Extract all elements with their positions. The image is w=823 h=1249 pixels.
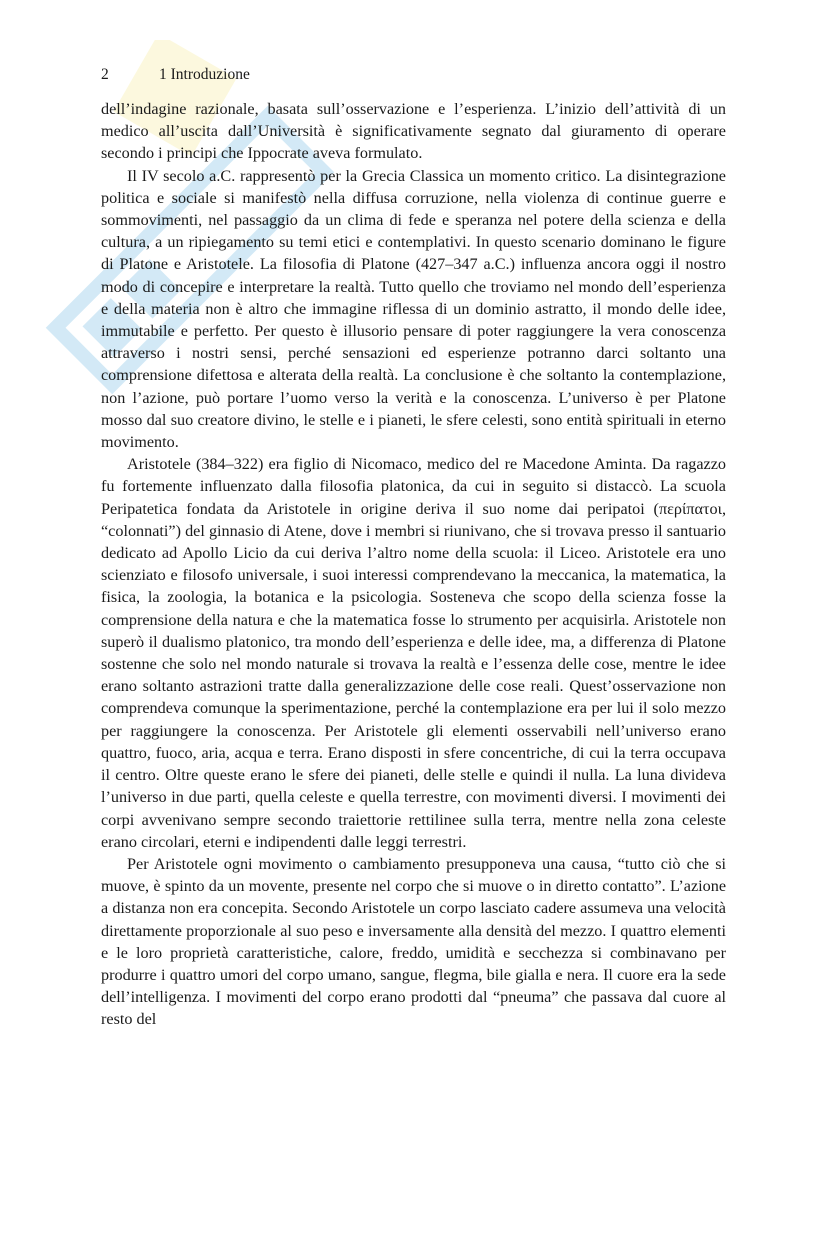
paragraph-4: Per Aristotele ogni movimento o cambiamento presupponeva una causa, “tutto ciò che si muove, è spinto da un movente, presente nel corpo che si muove o in diretto contatto”. L’azione a distanza non era concepita. Secondo Aristotele un corpo lasciato cadere assumeva una velocità direttamente proporzionale al suo peso e inversamente alla densità del mezzo. I quattro elementi e le loro proprietà caratteristiche, calore, freddo, umidità e secchezza si combinavano per produrre i quattro umori del corpo umano, sangue, flegma, bile gialla e nera. Il cuore era la sede dell’intelligenza. I movimenti del corpo erano prodotti dal “pneuma” che passava dal cuore al resto del — [101, 854, 726, 1029]
chapter-title: 1 Introduzione — [159, 66, 250, 83]
paragraph-2: Il IV secolo a.C. rappresentò per la Grecia Classica un momento critico. La disintegrazione politica e sociale si manifestò nella diffusa corruzione, nella violenza di continue guerre e sommovimenti, nel passaggio da un clima di fede e speranza nel potere della scienza e della cultura, a un ripiegamento su temi etici e contemplativi. In questo scenario dominano le figure di Platone e Aristotele. La filosofia di Platone (427–347 a.C.) influenza ancora oggi il nostro modo di concepire e interpretare la realtà. Tutto quello che troviamo nel mondo dell’esperienza e della materia non è altro che immagine riflessa di un dominio astratto, il mondo delle idee, immutabile e perfetto. Per questo è illusorio pensare di poter raggiungere la vera conoscenza attraverso i nostri sensi, perché sensazioni ed esperienze potranno darci soltanto una comprensione difettosa e alterata della realtà. La conclusione è che soltanto la contemplazione, non l’azione, può portare l’uomo verso la verità e la conoscenza. L’universo è per Platone mosso dal suo creatore divino, le stelle e i pianeti, le sfere celesti, sono entità spirituali in eterno movimento. — [101, 166, 726, 452]
paragraph-3: Aristotele (384–322) era figlio di Nicomaco, medico del re Macedone Aminta. Da ragazzo fu fortemente influenzato dalla filosofia platonica, da cui in seguito si distaccò. La scuola Peripatetica fondata da Aristotele in origine deriva il suo nome dai peripatoi (περίπατοι, “colonnati”) del ginnasio di Atene, dove i membri si riunivano, che si trovava presso il santuario dedicato ad Apollo Licio da cui deriva l’altro nome della scuola: il Liceo. Aristotele era uno scienziato e filosofo universale, i suoi interessi comprendevano la meccanica, la matematica, la fisica, la zoologia, la botanica e la psicologia. Sosteneva che scopo della scienza fosse la comprensione della natura e che la matematica fosse lo strumento per acquisirla. Aristotele non superò il dualismo platonico, tra mondo dell’esperienza e delle idee, ma, a differenza di Platone sostenne che solo nel mondo naturale si trovava la realtà e l’essenza delle cose, mentre le idee erano soltanto astrazioni tratte dalla generalizzazione delle cose reali. Quest’osservazione non comprendeva comunque la sperimentazione, perché la contemplazione era per lui il solo mezzo per raggiungere la conoscenza. Per Aristotele gli elementi osservabili nell’universo erano quattro, fuoco, aria, acqua e terra. Erano disposti in sfere concentriche, di cui la terra occupava il centro. Oltre queste erano le sfere dei pianeti, delle stelle e quindi il nulla. La luna divideva l’universo in due parti, quella celeste e quella terrestre, con movimenti diversi. I movimenti dei corpi avvenivano sempre secondo traiettorie rettilinee sulla terra, mentre nella zona celeste erano circolari, eterni e indipendenti dalle leggi terrestri. — [101, 455, 726, 851]
running-header — [101, 66, 250, 84]
page-number: 2 — [101, 66, 109, 83]
paragraph-1: dell’indagine razionale, basata sull’osservazione e l’esperienza. L’inizio dell’attività di un medico all’uscita dall’Università è significativamente segnato dal giuramento di operare secondo i principi che Ippocrate aveva formulato. — [101, 100, 726, 163]
body-text — [101, 98, 726, 1031]
